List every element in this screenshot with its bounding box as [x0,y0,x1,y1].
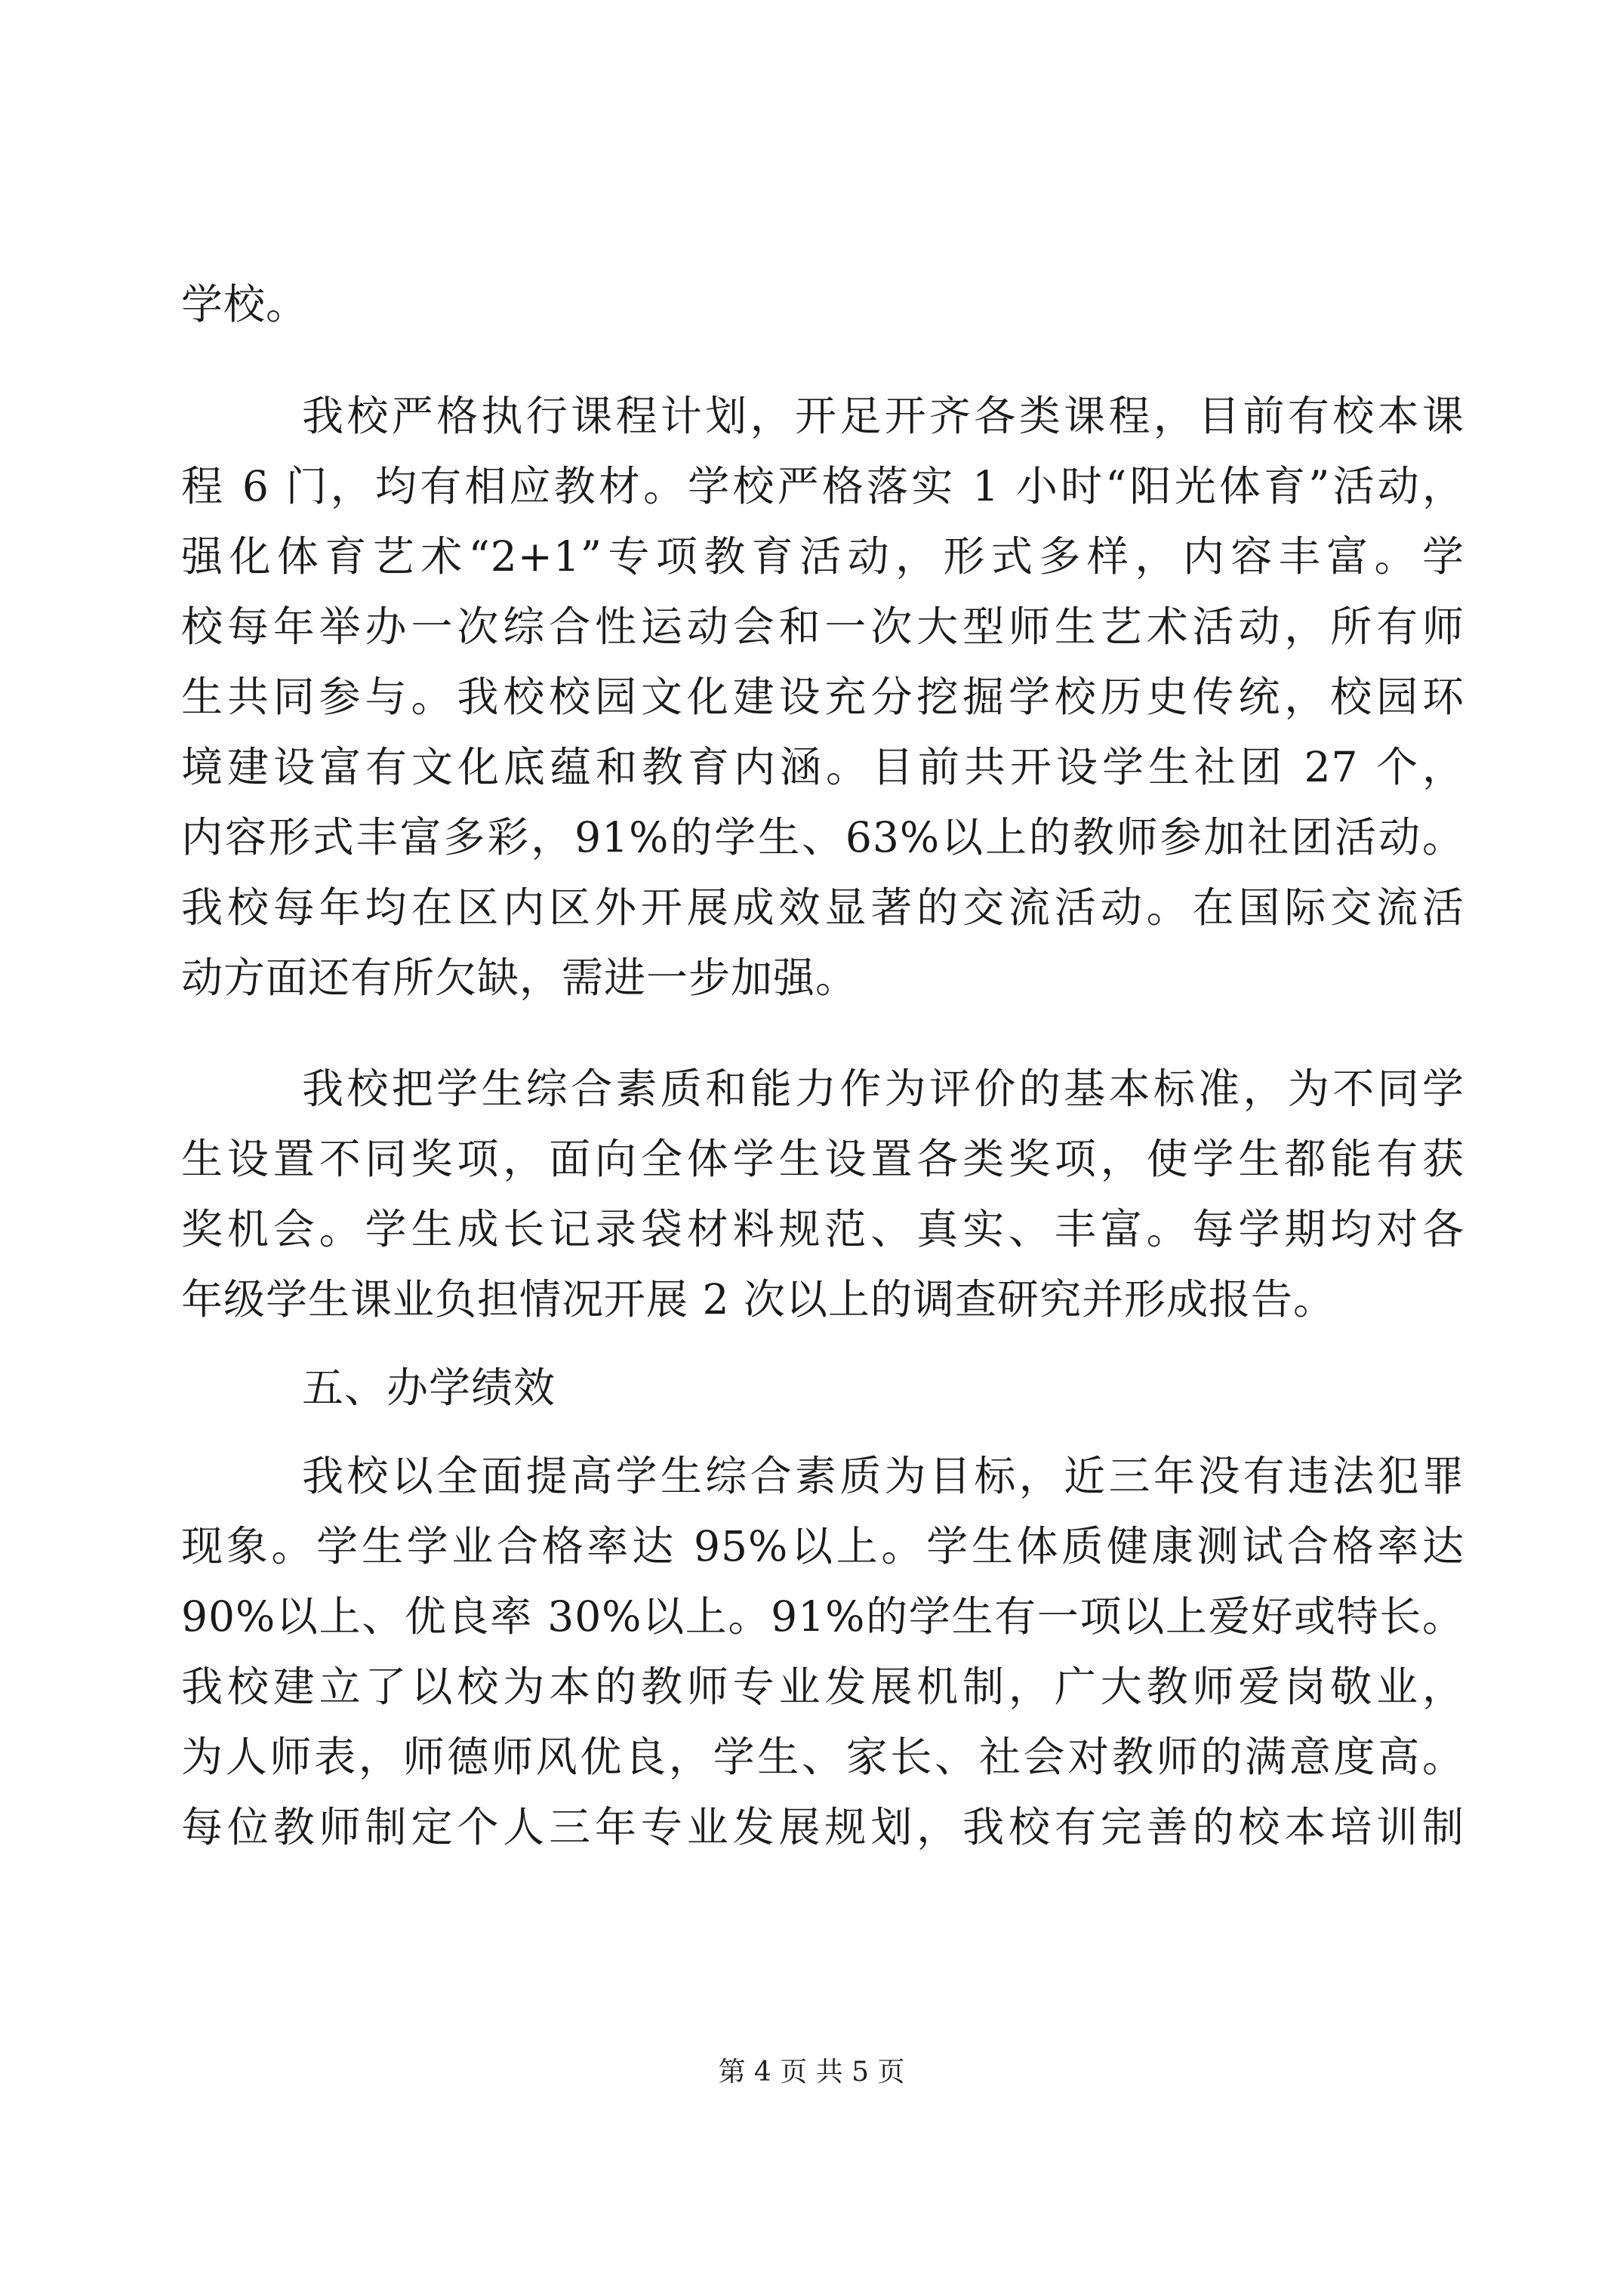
text-line: 我校严格执行课程计划，开足开齐各类课程，目前有校本课 [302,392,1464,440]
text-line: 每位教师制定个人三年专业发展规划，我校有完善的校本培训制 [181,1803,1464,1851]
text-line: 现象。学生学业合格率达 95%以上。学生体质健康测试合格率达 [181,1522,1464,1570]
text-line: 我校建立了以校为本的教师专业发展机制，广大教师爱岗敬业， [181,1663,1464,1711]
text-line: 我校以全面提高学生综合素质为目标，近三年没有违法犯罪 [302,1452,1464,1500]
text-line: 奖机会。学生成长记录袋材料规范、真实、丰富。每学期均对各 [181,1205,1464,1253]
section-heading: 五、办学绩效 [302,1364,556,1412]
text-line: 强化体育艺术“2+1”专项教育活动，形式多样，内容丰富。学 [181,532,1464,581]
text-line: 我校每年均在区内区外开展成效显著的交流活动。在国际交流活 [181,883,1464,932]
text-line: 校每年举办一次综合性运动会和一次大型师生艺术活动，所有师 [181,603,1464,651]
page-number: 第 4 页 共 5 页 [718,2057,905,2088]
text-line: 我校把学生综合素质和能力作为评价的基本标准，为不同学 [302,1065,1464,1113]
text-line: 年级学生课业负担情况开展 2 次以上的调查研究并形成报告。 [181,1275,1335,1324]
text-line: 内容形式丰富多彩，91%的学生、63%以上的教师参加社团活动。 [181,813,1464,861]
text-line: 为人师表，师德师风优良，学生、家长、社会对教师的满意度高。 [181,1733,1464,1781]
text-line: 生共同参与。我校校园文化建设充分挖掘学校历史传统，校园环 [181,673,1464,721]
text-line: 境建设富有文化底蕴和教育内涵。目前共开设学生社团 27 个， [181,743,1464,791]
text-line: 90%以上、优良率 30%以上。91%的学生有一项以上爱好或特长。 [181,1592,1464,1641]
text-line: 学校。 [181,280,309,328]
text-line: 程 6 门，均有相应教材。学校严格落实 1 小时“阳光体育”活动， [181,462,1464,510]
text-line: 动方面还有所欠缺，需进一步加强。 [181,954,858,1002]
text-line: 生设置不同奖项，面向全体学生设置各类奖项，使学生都能有获 [181,1135,1464,1183]
